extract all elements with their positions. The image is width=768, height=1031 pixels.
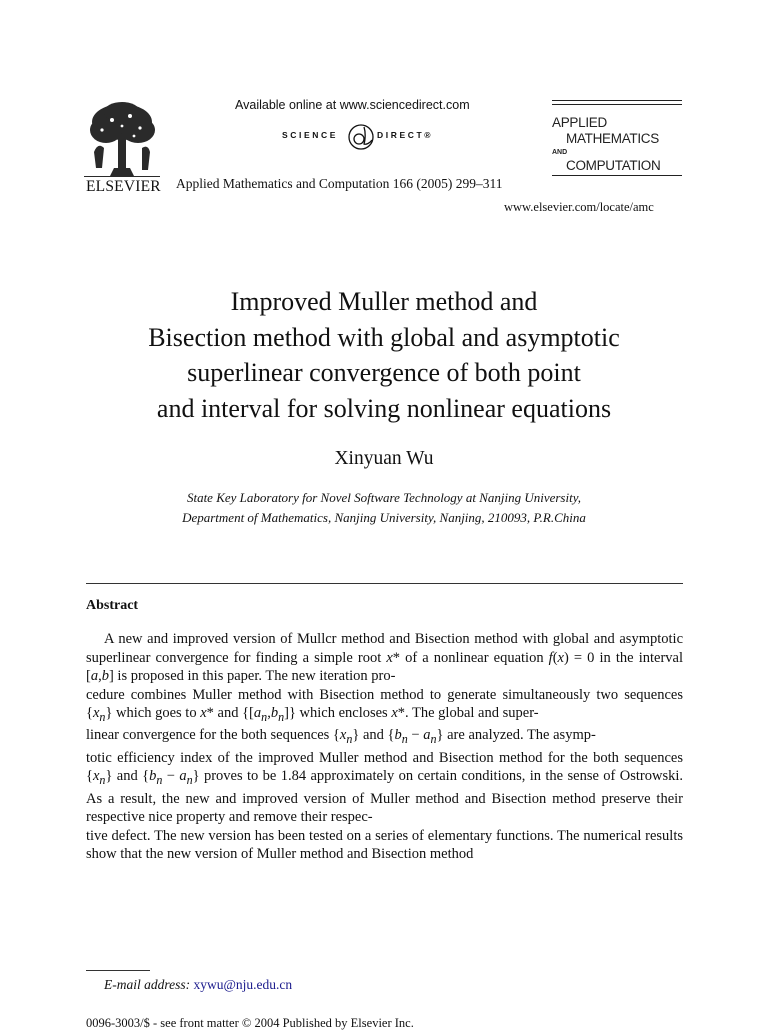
available-online-text: Available online at www.sciencedirect.com xyxy=(235,98,470,112)
email-link[interactable]: xywu@nju.edu.cn xyxy=(193,977,293,992)
journal-web-url[interactable]: www.elsevier.com/locate/amc xyxy=(504,200,654,214)
article-title xyxy=(60,284,708,426)
journal-logo xyxy=(552,100,682,176)
author-email xyxy=(104,977,292,993)
author-affiliation xyxy=(60,488,708,528)
journal-logo-and: AND xyxy=(552,149,568,156)
footnote-rule xyxy=(86,970,150,971)
abstract-text: A new and improved version of Mullcr method and Bisection method with global and asymptotic superlinear convergence for finding a simple root x* of a nonlinear equation f(x) = 0 in the interval [a,b] is proposed in this paper. The new iteration pro- cedure combines Muller method with Bisection method to generate simultaneously two sequences $\{x_n\}$ which goes to x* and $\{[a_n,b_n]\}$ which encloses x*. The global and super- linear convergence for the both sequences $\{x_n\}$ and $\{b_n - a_n\}$ are analyzed. The asymp- totic efficiency index of the improved Muller method and Bisection method for the both sequences $\{x_n\}$ and $\{b_n - a_n\}$ proves to be 1.84 approximately on certain conditions, in the sense of Ostrowski. As a result, the new and improved version of Muller method and Bisection method preserve their respective nice property and remove their respec- tive defect. The new version has been tested on a series of elementary functions. The numerical results show that the new version of Muller method and Bisection method xyxy=(86,631,683,863)
journal-citation: Applied Mathematics and Computation 166 (2005) 299–311 xyxy=(176,176,503,191)
title-line: superlinear convergence of both point xyxy=(187,358,581,387)
journal-logo-rule-top-2 xyxy=(552,104,682,105)
journal-logo-line1: APPLIED xyxy=(552,115,607,130)
affiliation-line: State Key Laboratory for Novel Software Technology at Nanjing University, xyxy=(186,490,582,505)
sciencedirect-at-icon xyxy=(344,121,378,151)
elsevier-tree-logo xyxy=(84,100,160,178)
journal-logo-rule-bottom xyxy=(552,175,682,176)
section-divider xyxy=(86,583,683,584)
journal-logo-line3: COMPUTATION xyxy=(566,158,661,173)
elsevier-wordmark: ELSEVIER xyxy=(86,178,161,195)
email-label: E-mail address: xyxy=(104,977,191,992)
sciencedirect-logo-right: DIRECT® xyxy=(377,130,434,140)
sciencedirect-logo-left: SCIENCE xyxy=(282,130,338,140)
affiliation-line: Department of Mathematics, Nanjing University, Nanjing, 210093, P.R.China xyxy=(182,510,586,525)
title-line: Improved Muller method and xyxy=(230,287,538,316)
title-line: and interval for solving nonlinear equations xyxy=(156,393,612,423)
journal-logo-line2: MATHEMATICS xyxy=(566,131,659,146)
journal-logo-rule-top xyxy=(552,100,682,101)
author-name: Xinyuan Wu xyxy=(334,448,434,469)
copyright-line: 0096-3003/$ - see front matter © 2004 Published by Elsevier Inc. xyxy=(86,1016,414,1030)
title-line: Bisection method with global and asymptotic xyxy=(148,322,620,352)
sciencedirect-logo xyxy=(282,121,442,151)
abstract-heading: Abstract xyxy=(86,598,139,613)
